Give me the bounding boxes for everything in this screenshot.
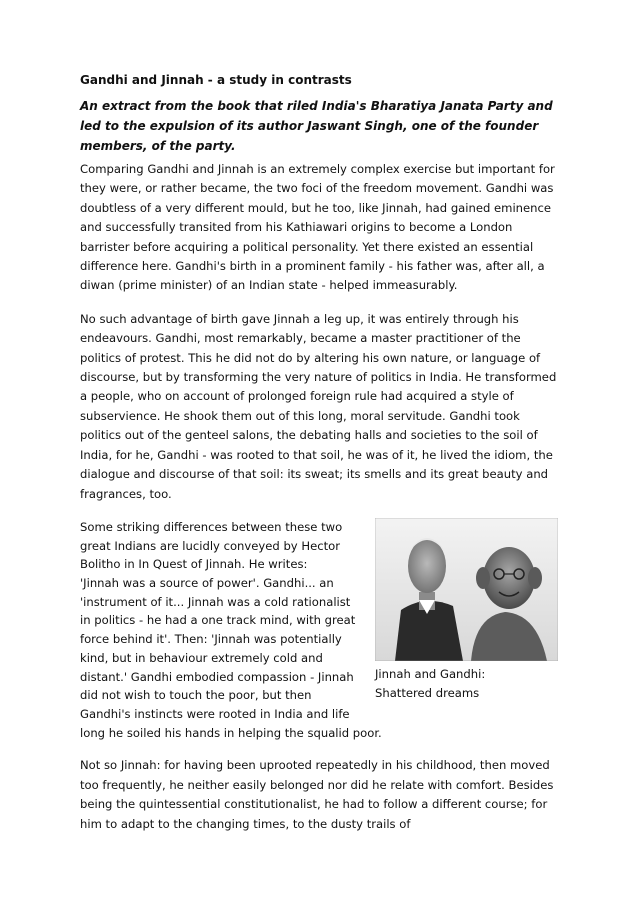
paragraph-final: Not so Jinnah: for having been uprooted repeatedly in his childhood, then moved too frequently, he neither easily belonged nor did he relate with comfort. Besides being the quintessential constitutionalist, he had to follow a different course; for him to adapt to the changing times, to the dusty trails of — [80, 758, 554, 831]
document-page — [80, 70, 558, 848]
text-line: Bolitho in In Quest of Jinnah. He writes: — [80, 557, 308, 572]
text-line: Gandhi's instincts were rooted in India and life — [80, 706, 350, 721]
wrapped-quote-text — [80, 518, 382, 742]
paragraph-2: No such advantage of birth gave Jinnah a leg up, it was entirely through his endeavours. Gandhi, most remarkably, became a master practitioner of the politics of protest. This he did not do by altering his own nature, or language of discourse, but by transforming the very nature of politics in India. He transformed a people, who on account of prolonged foreign rule had acquired a style of subservience. He shook them out of this long, moral servitude. Gandhi took politics out of the genteel salons, the debating halls and societies to the soil of India, for he, Gandhi - was rooted to that soil, he was of it, he lived the idiom, the dialogue and discourse of that soil: its sweat; its smells and its great beauty and fragrances, too. — [80, 311, 557, 501]
text-line: force behind it'. Then: 'Jinnah was potentially — [80, 632, 342, 647]
text-line: 'instrument of it... Jinnah was a cold rationalist — [80, 594, 351, 609]
article-title: Gandhi and Jinnah - a study in contrasts — [80, 73, 352, 87]
paragraph-1: Comparing Gandhi and Jinnah is an extremely complex exercise but important for they were, or rather became, the two foci of the freedom movement. Gandhi was doubtless of a very different mould, but he too, like Jinnah, had gained eminence and successfully transited from his Kathiawari origins to become a London barrister before acquiring a political personality. Yet there existed an essential difference here. Gandhi's birth in a prominent family - his father was, after all, a diwan (prime minister) of an Indian state - helped immeasurably. — [80, 162, 555, 293]
photo-figure — [375, 518, 558, 703]
text-line: distant.' Gandhi embodied compassion - Jinnah — [80, 669, 354, 684]
text-line: did not wish to touch the poor, but then — [80, 688, 312, 703]
text-line: long he soiled his hands in helping the squalid poor. — [80, 725, 382, 740]
jinnah-gandhi-photo — [375, 518, 558, 661]
article-subtitle: An extract from the book that riled India's Bharatiya Janata Party and led to the expulsion of its author Jaswant Singh, one of the founder members, of the party. — [80, 99, 553, 153]
text-line: kind, but in behaviour extremely cold and — [80, 650, 323, 665]
text-line: Some striking differences between these two — [80, 519, 343, 534]
text-line: great Indians are lucidly conveyed by Hector — [80, 538, 340, 553]
photo-caption: Jinnah and Gandhi: Shattered dreams — [375, 666, 486, 700]
quote-section — [80, 518, 558, 742]
text-line: 'Jinnah was a source of power'. Gandhi... an — [80, 576, 334, 591]
text-line: in politics - he had a one track mind, with great — [80, 613, 356, 628]
